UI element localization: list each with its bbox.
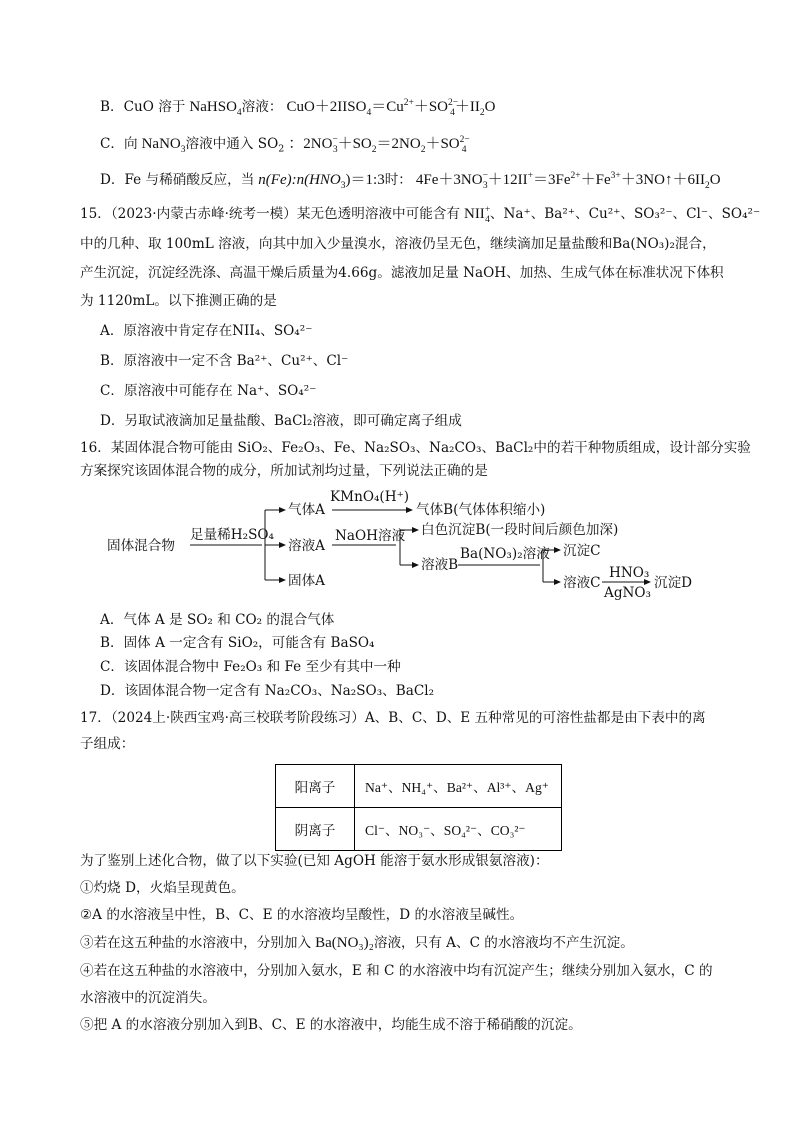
ion-table [275,764,562,851]
option-16b: B．固体 A 一定含有 SiO₂，可能含有 BaSO₄ [100,635,375,651]
node-sol-c: 溶液C [563,575,601,591]
q17-step-4a: ④若在这五种盐的水溶液中，分别加入氨水，E 和 C 的水溶液中均有沉淀产生；继续分别加入氨水，C 的 [80,963,713,979]
node-gas-b: 气体B(气体体积缩小) [416,502,546,518]
q17-step-2: ②A 的水溶液呈中性，B、C、E 的水溶液均呈酸性，D 的水溶液呈碱性。 [80,907,524,923]
label-kmno4: KMnO₄(H⁺) [330,489,410,505]
node-solid-a: 固体A [288,573,326,589]
label-naoh: NaOH溶液 [335,528,406,544]
table-head-anion: 阴离子 [276,808,355,851]
q15-stem-2: 中的几种、取 100mL 溶液，向其中加入少量溴水，溶液仍呈无色，继续滴加足量盐酸和Ba(NO₃)₂混合， [80,236,716,252]
table-head-cation: 阳离子 [276,765,355,808]
q17-step-3: ③若在这五种盐的水溶液中，分别加入 Ba(NO₃)₂溶液，只有 A、C 的水溶液均不产生沉淀。 [80,935,634,951]
q15-stem-3: 产生沉淀，沉淀经洗涤、高温干燥后质量为4.66g。滤液加足量 NaOH、加热、生成气体在标准状况下体积 [80,265,724,281]
option-text: B．CuO 溶于 [100,99,186,115]
node-white-b: 白色沉淀B(一段时间后颜色加深) [421,522,619,538]
option-15a: A．原溶液中肯定存在NII₄、SO₄²⁻ [100,323,313,339]
option-14c: C．向 NaNO$_3$溶液中通入 $SO_2$ ：$2NO^-_3+SO_2=2NO_2+SO^{2-}_4$ [100,135,470,155]
ratio: $n(Fe):n(HNO_3)=1:3$ [258,172,385,191]
label-agno3: AgNO₃ [604,585,652,601]
q17-stem-2: 子组成： [80,736,135,752]
reagent: NaNO$_3$ [141,136,186,155]
equation: $CuO+2IISO_4=Cu^{2+}+SO^{2-}_4+II_2O$ [286,98,496,118]
option-15b: B．原溶液中一定不含 Ba²⁺、Cu²⁺、Cl⁻ [100,353,349,369]
node-sol-b: 溶液B [421,557,459,573]
table-row [276,808,562,851]
label-h2so4: 足量稀H₂SO₄ [190,527,274,543]
equation: $4Fe+3NO^-_3+12II^+=3Fe^{2+}+Fe^{3+}+3NO↑+6II_2O$ [415,171,721,191]
option-14d [100,170,721,190]
option-text: D．Fe 与稀硝酸反应，当 [100,172,255,188]
option-16c: C．该固体混合物中 Fe₂O₃ 和 Fe 至少有其中一种 [100,659,401,675]
option-text: 溶液： [241,99,283,115]
option-14b [100,97,495,117]
node-start: 固体混合物 [107,538,175,554]
label-hno3: HNO₃ [609,565,650,581]
q17-step-4b: 水溶液中的沉淀消失。 [80,990,216,1006]
node-gas-a: 气体A [288,502,326,518]
option-16a: A．气体 A 是 SO₂ 和 CO₂ 的混合气体 [100,612,335,628]
label-bano3: Ba(NO₃)₂溶液 [460,546,550,562]
ion-nh4: $NII^+_4$ [463,205,491,225]
flowchart [0,480,800,610]
q17-stem-1: 17．（2024上·陕西宝鸡·高三校联考阶段练习）A、B、C、D、E 五种常见的可溶性盐都是由下表中的离 [80,710,706,726]
table-cell-anions: Cl⁻、NO₃⁻、SO₄²⁻、CO₃²⁻ [355,808,562,851]
node-ppt-c: 沉淀C [563,543,601,559]
q16-stem-2: 方案探究该固体混合物的成分，所加试剂均过量，下列说法正确的是 [80,463,488,479]
q16-stem-1: 16．某固体混合物可能由 SiO₂、Fe₂O₃、Fe、Na₂SO₃、Na₂CO₃、BaCl₂中的若干种物质组成，设计部分实验 [80,440,751,456]
node-ppt-d: 沉淀D [654,575,693,591]
option-text: 时： [384,172,412,188]
option-15c: C．原溶液中可能存在 Na⁺、SO₄²⁻ [100,383,317,399]
node-sol-a: 溶液A [288,538,326,554]
option-16d: D．该固体混合物一定含有 Na₂CO₃、Na₂SO₃、BaCl₂ [100,683,435,699]
q17-step-1: ①灼烧 D，火焰呈现黄色。 [80,880,245,896]
reagent: NaHSO$_4$ [189,99,242,118]
table-row [276,765,562,808]
q15-stem-1: 15．（2023·内蒙古赤峰·统考一模）某无色透明溶液中可能含有 $NII^+_4$、Na⁺、Ba²⁺、Cu²⁺、SO₃²⁻、Cl⁻、SO₄²⁻ [80,205,761,225]
q17-intro: 为了鉴别上述化合物，做了以下实验(已知 AgOH 能溶于氨水形成银氨溶液)： [80,853,549,869]
option-text: 溶液中通入 SO [185,136,279,152]
reagent-bano3: Ba(NO₃)₂ [315,935,374,951]
table-cell-cations: Na⁺、NH₄⁺、Ba²⁺、Al³⁺、Ag⁺ [355,765,562,808]
equation: ：$2NO^-_3+SO_2=2NO_2+SO^{2-}_4$ [288,135,470,155]
option-15d: D．另取试液滴加足量盐酸、BaCl₂溶液，即可确定离子组成 [100,413,462,429]
q15-stem-4: 为 1120mL。以下推测正确的是 [80,293,277,309]
q17-step-5: ⑤把 A 的水溶液分别加入到B、C、E 的水溶液中，均能生成不溶于稀硝酸的沉淀。 [80,1017,582,1033]
option-text: C．向 [100,136,138,152]
